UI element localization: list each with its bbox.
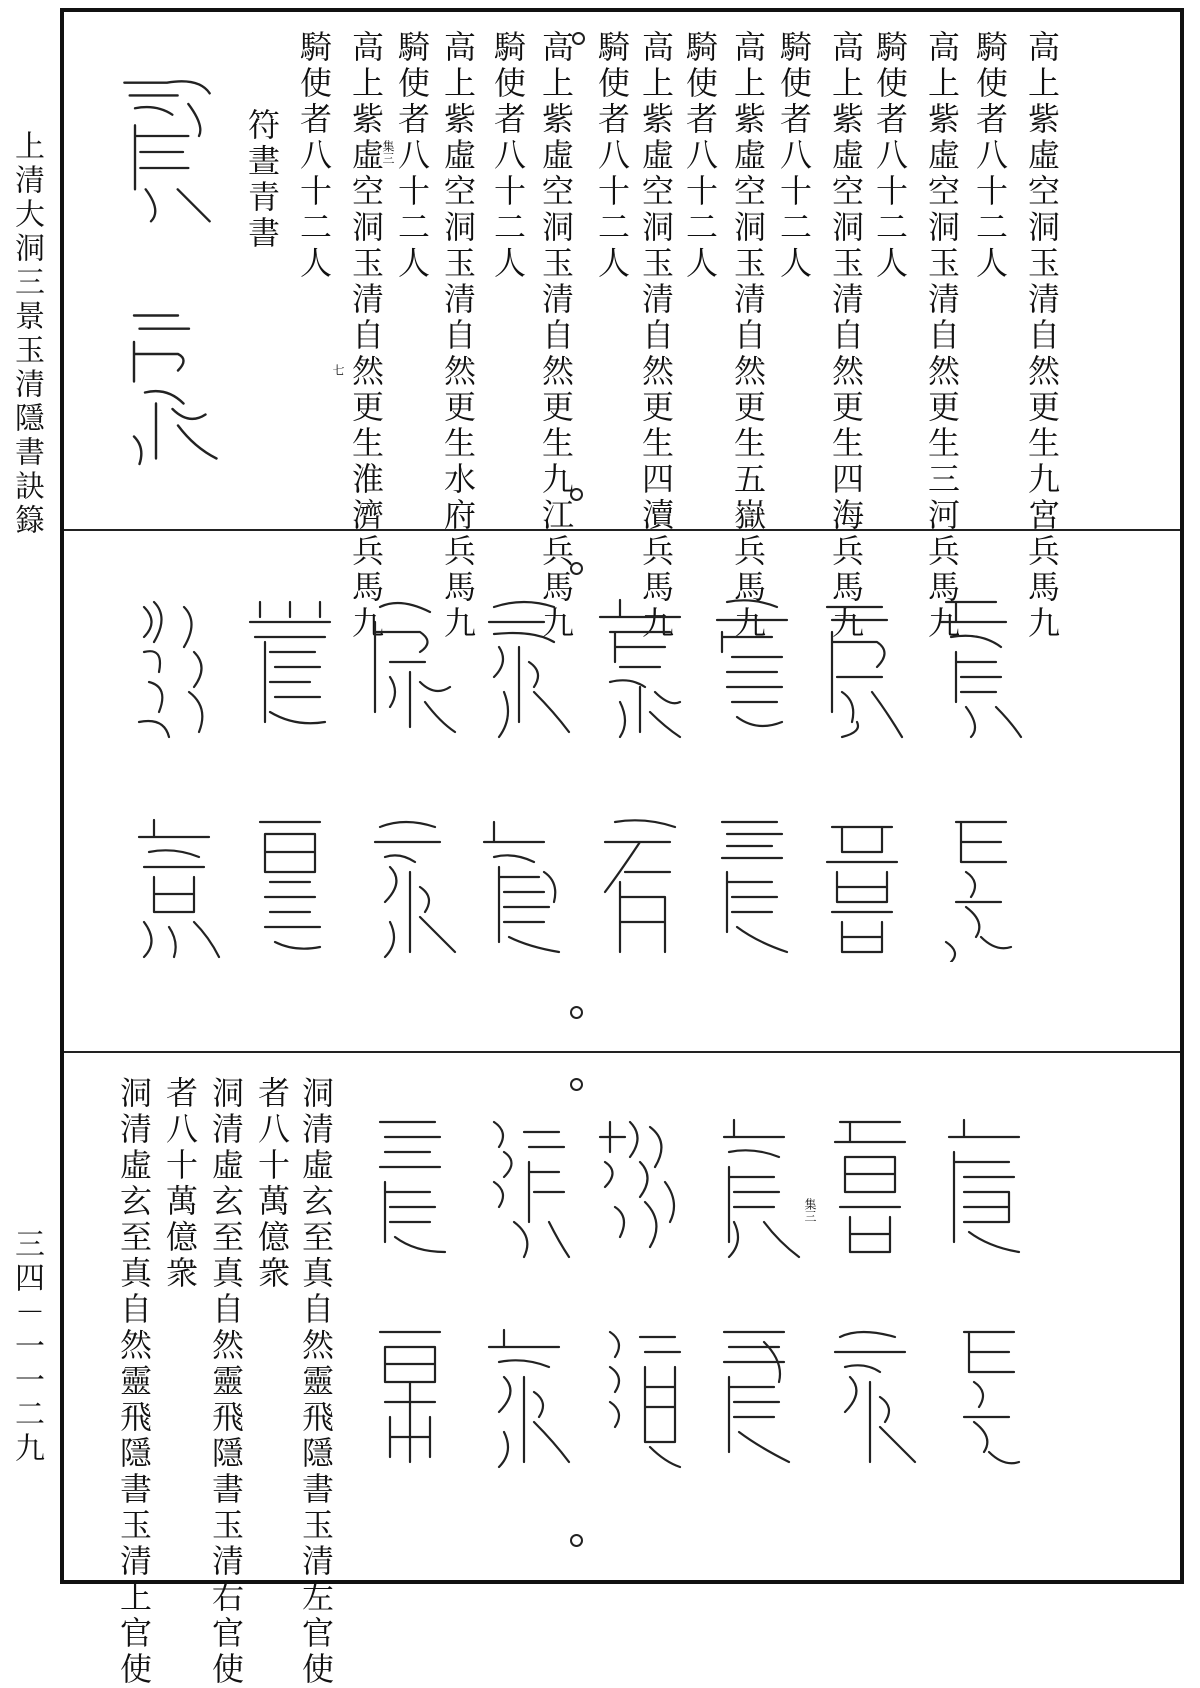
text-column-14: 騎使者八十二人 xyxy=(393,30,431,282)
text-column-4: 騎使者八十二人 xyxy=(871,30,909,282)
talisman-glyph xyxy=(112,72,222,232)
text-column-17: 符晝青書 xyxy=(243,108,281,252)
circle-marker xyxy=(570,488,583,501)
talisman-glyph xyxy=(360,812,460,962)
talisman-glyph xyxy=(820,1112,920,1262)
annotation-mark: 七 xyxy=(331,364,345,376)
text-column-b3: 洞清虛玄至真自然靈飛隱書玉清右官使 xyxy=(207,1076,245,1688)
talisman-glyph xyxy=(926,592,1026,742)
circle-marker xyxy=(570,1078,583,1091)
text-column-2: 騎使者八十二人 xyxy=(971,30,1009,282)
text-column-13: 高上紫虛空洞玉清自然更生水府兵馬九 xyxy=(439,30,477,642)
section-divider-top xyxy=(64,529,1180,531)
text-column-15: 高上紫虛空洞玉清自然更生淮濟兵馬九 xyxy=(347,30,385,642)
text-column-3: 高上紫虛空洞玉清自然更生三河兵馬九 xyxy=(923,30,961,642)
talisman-glyph xyxy=(934,1112,1034,1262)
talisman-glyph xyxy=(112,302,222,472)
talisman-glyph xyxy=(590,812,690,962)
annotation-mark: 集三 xyxy=(803,1198,817,1222)
circle-marker xyxy=(570,1534,583,1547)
text-column-16: 騎使者八十二人 xyxy=(295,30,333,282)
talisman-glyph xyxy=(360,592,460,742)
text-column-b4: 者八十萬億衆 xyxy=(161,1076,199,1292)
text-column-12: 騎使者八十二人 xyxy=(489,30,527,282)
running-title: 上清大洞三景玉清隱書訣籙 xyxy=(9,130,44,538)
section-divider-bottom xyxy=(64,1051,1180,1053)
talisman-glyph xyxy=(360,1112,460,1262)
text-column-b5: 洞清虛玄至真自然靈飛隱書玉清上官使 xyxy=(115,1076,153,1688)
talisman-glyph xyxy=(926,812,1026,962)
circle-marker xyxy=(572,32,585,45)
talisman-glyph xyxy=(474,592,574,742)
text-column-7: 高上紫虛空洞玉清自然更生五嶽兵馬九 xyxy=(729,30,767,642)
text-column-b1: 洞清虛玄至真自然靈飛隱書玉清左官使 xyxy=(297,1076,335,1688)
talisman-glyph xyxy=(704,1322,804,1472)
text-column-1: 高上紫虛空洞玉清自然更生九宮兵馬九 xyxy=(1023,30,1061,642)
talisman-glyph xyxy=(360,1322,460,1472)
talisman-glyph xyxy=(240,812,340,962)
annotation-mark: 集三 xyxy=(381,140,395,164)
talisman-glyph xyxy=(474,1112,574,1262)
talisman-glyph xyxy=(590,1112,690,1262)
talisman-glyph xyxy=(702,812,802,962)
talisman-glyph xyxy=(474,812,574,962)
text-column-b2: 者八十萬億衆 xyxy=(253,1076,291,1292)
text-column-5: 高上紫虛空洞玉清自然更生四海兵馬九 xyxy=(827,30,865,642)
talisman-glyph xyxy=(124,592,224,742)
talisman-glyph xyxy=(590,592,690,742)
talisman-glyph xyxy=(474,1322,574,1472)
talisman-glyph xyxy=(590,1322,690,1472)
talisman-glyph xyxy=(820,1322,920,1472)
text-column-9: 高上紫虛空洞玉清自然更生四瀆兵馬九 xyxy=(637,30,675,642)
talisman-glyph xyxy=(934,1322,1034,1472)
talisman-glyph xyxy=(812,812,912,962)
talisman-glyph xyxy=(812,592,912,742)
text-column-10: 騎使者八十二人 xyxy=(593,30,631,282)
text-column-8: 騎使者八十二人 xyxy=(681,30,719,282)
talisman-glyph xyxy=(124,812,224,962)
talisman-glyph xyxy=(240,592,340,742)
page-frame xyxy=(60,8,1184,1688)
text-column-11: 高上紫虛空洞玉清自然更生九江兵馬九 xyxy=(537,30,575,642)
circle-marker xyxy=(570,562,583,575)
page-number: 三四－一一二九 xyxy=(9,1228,44,1466)
talisman-glyph xyxy=(702,592,802,742)
talisman-glyph xyxy=(704,1112,804,1262)
text-column-6: 騎使者八十二人 xyxy=(775,30,813,282)
circle-marker xyxy=(570,1006,583,1019)
